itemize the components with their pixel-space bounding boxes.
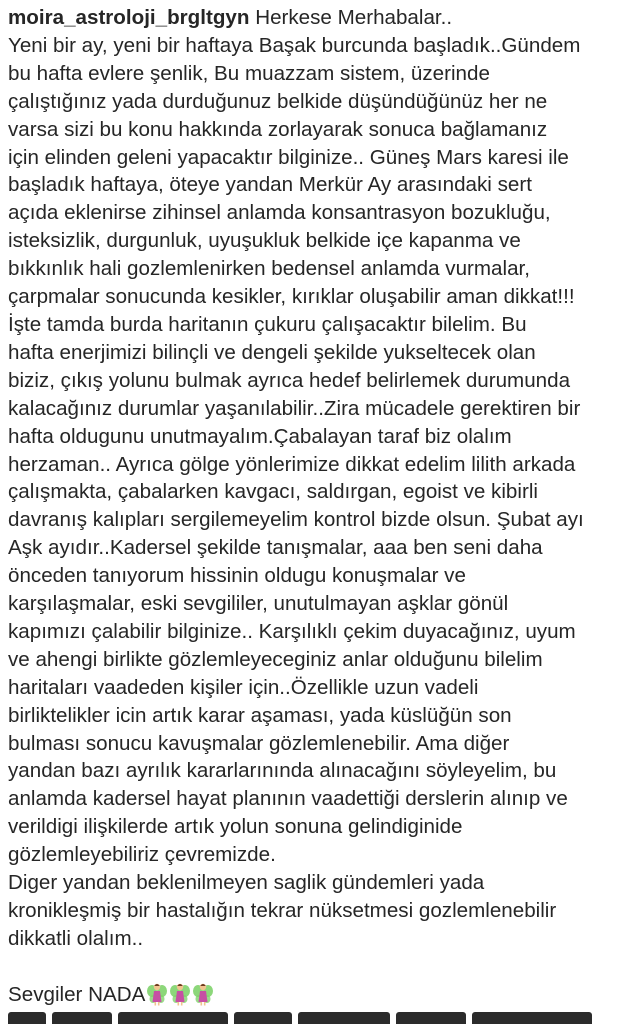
caption-line: verildigi ilişkilerde artık yolun sonuna gelindiginide xyxy=(8,815,463,839)
post-caption xyxy=(8,4,630,1009)
signoff-text: Sevgiler NADA xyxy=(8,982,146,1006)
caption-line: dikkatli olalım.. xyxy=(8,926,144,950)
caption-line: biziz, çıkış yolunu bulmak ayrıca hedef belirlemek durumunda xyxy=(8,368,571,392)
caption-line: İşte tamda burda haritanın çukuru çalışacaktır bilelim. Bu xyxy=(8,312,527,336)
caption-line: önceden tanıyorum hissinin oldugu konuşmalar ve xyxy=(8,564,466,588)
caption-body xyxy=(8,32,630,953)
caption-line: çalışmakta, çabalarken kavgacı, saldırgan, egoist ve kibirli xyxy=(8,480,538,504)
greeting-text: Herkese Merhabalar.. xyxy=(255,6,453,29)
caption-line: birliktelikler icin artık karar aşaması, yada küslüğün son xyxy=(8,703,512,727)
signoff-line xyxy=(8,981,630,1009)
caption-line: isteksizlik, durgunluk, uyuşukluk belkide içe kapanma ve xyxy=(8,229,521,253)
caption-line: için elinden geleni yapacaktır bilginize.. Güneş Mars karesi ile xyxy=(8,145,569,169)
caption-line: kalacağınız durumlar yaşanılabilir..Zira mücadele gerektiren bir xyxy=(8,396,581,420)
caption-line: bu hafta evlere şenlik, Bu muazzam sistem, üzerinde xyxy=(8,61,490,85)
caption-line: varsa sizi bu konu hakkında zorlayarak sonuca bağlamanız xyxy=(8,117,548,141)
fairy-icon xyxy=(192,982,214,1006)
fairy-icon xyxy=(169,982,191,1006)
caption-line: Yeni bir ay, yeni bir haftaya Başak burcunda başladık..Gündem xyxy=(8,33,581,57)
blank-line xyxy=(8,953,630,981)
caption-line: anlamda kadersel hayat planının vaadettiği derslerin alınıp ve xyxy=(8,787,568,811)
caption-line: Diger yandan beklenilmeyen saglik gündemleri yada xyxy=(8,871,485,895)
username-link[interactable]: moira_astroloji_brgltgyn xyxy=(8,6,250,29)
caption-line: bulması sonucu kavuşmalar gözlemlenebilir. Ama diğer xyxy=(8,731,510,755)
caption-line: başladık haftaya, öteye yandan Merkür Ay arasındaki sert xyxy=(8,173,532,197)
caption-line: kapımızı çalabilir bilginize.. Karşılıklı çekim duyacağınız, uyum xyxy=(8,619,576,643)
truncated-next-line xyxy=(8,1012,608,1024)
caption-line: gözlemleyebiliriz çevremizde. xyxy=(8,843,276,867)
caption-line: ve ahengi birlikte gözlemleyeceginiz anlar olduğunu bilelim xyxy=(8,647,543,671)
caption-line: hafta oldugunu unutmayalım.Çabalayan taraf biz olalım xyxy=(8,424,512,448)
caption-line: hafta enerjimizi bilinçli ve dengeli şekilde yukseltecek olan xyxy=(8,340,536,364)
caption-line: çalıştığınız yada durduğunuz belkide düşündüğünüz her ne xyxy=(8,89,548,113)
caption-line: herzaman.. Ayrıca gölge yönlerimize dikkat edelim lilith arkada xyxy=(8,452,576,476)
caption-line: karşılaşmalar, eski sevgililer, unutulmayan aşklar gönül xyxy=(8,592,509,616)
caption-line: yandan bazı ayrılık kararlarınında alınacağını söyleyelim, bu xyxy=(8,759,557,783)
caption-header xyxy=(8,4,630,32)
caption-line: kronikleşmiş bir hastalığın tekrar nüksetmesi gozlemlenebilir xyxy=(8,899,557,922)
fairy-emoji-group xyxy=(145,983,214,1006)
caption-line: Aşk ayıdır..Kadersel şekilde tanışmalar, aaa ben seni daha xyxy=(8,536,543,560)
fairy-icon xyxy=(146,982,168,1006)
caption-line: davranış kalıpları sergilemeyelim kontrol bizde olsun. Şubat ayı xyxy=(8,508,584,532)
caption-line: çarpmalar sonucunda kesikler, kırıklar oluşabilir aman dikkat!!! xyxy=(8,285,575,309)
caption-line: bıkkınlık hali gozlemlenirken bedensel anlamda vurmalar, xyxy=(8,257,530,281)
caption-line: haritaları vaadeden kişiler için..Özellikle uzun vadeli xyxy=(8,675,479,699)
caption-line: açıda eklenirse zihinsel anlamda konsantrasyon bozukluğu, xyxy=(8,201,551,225)
